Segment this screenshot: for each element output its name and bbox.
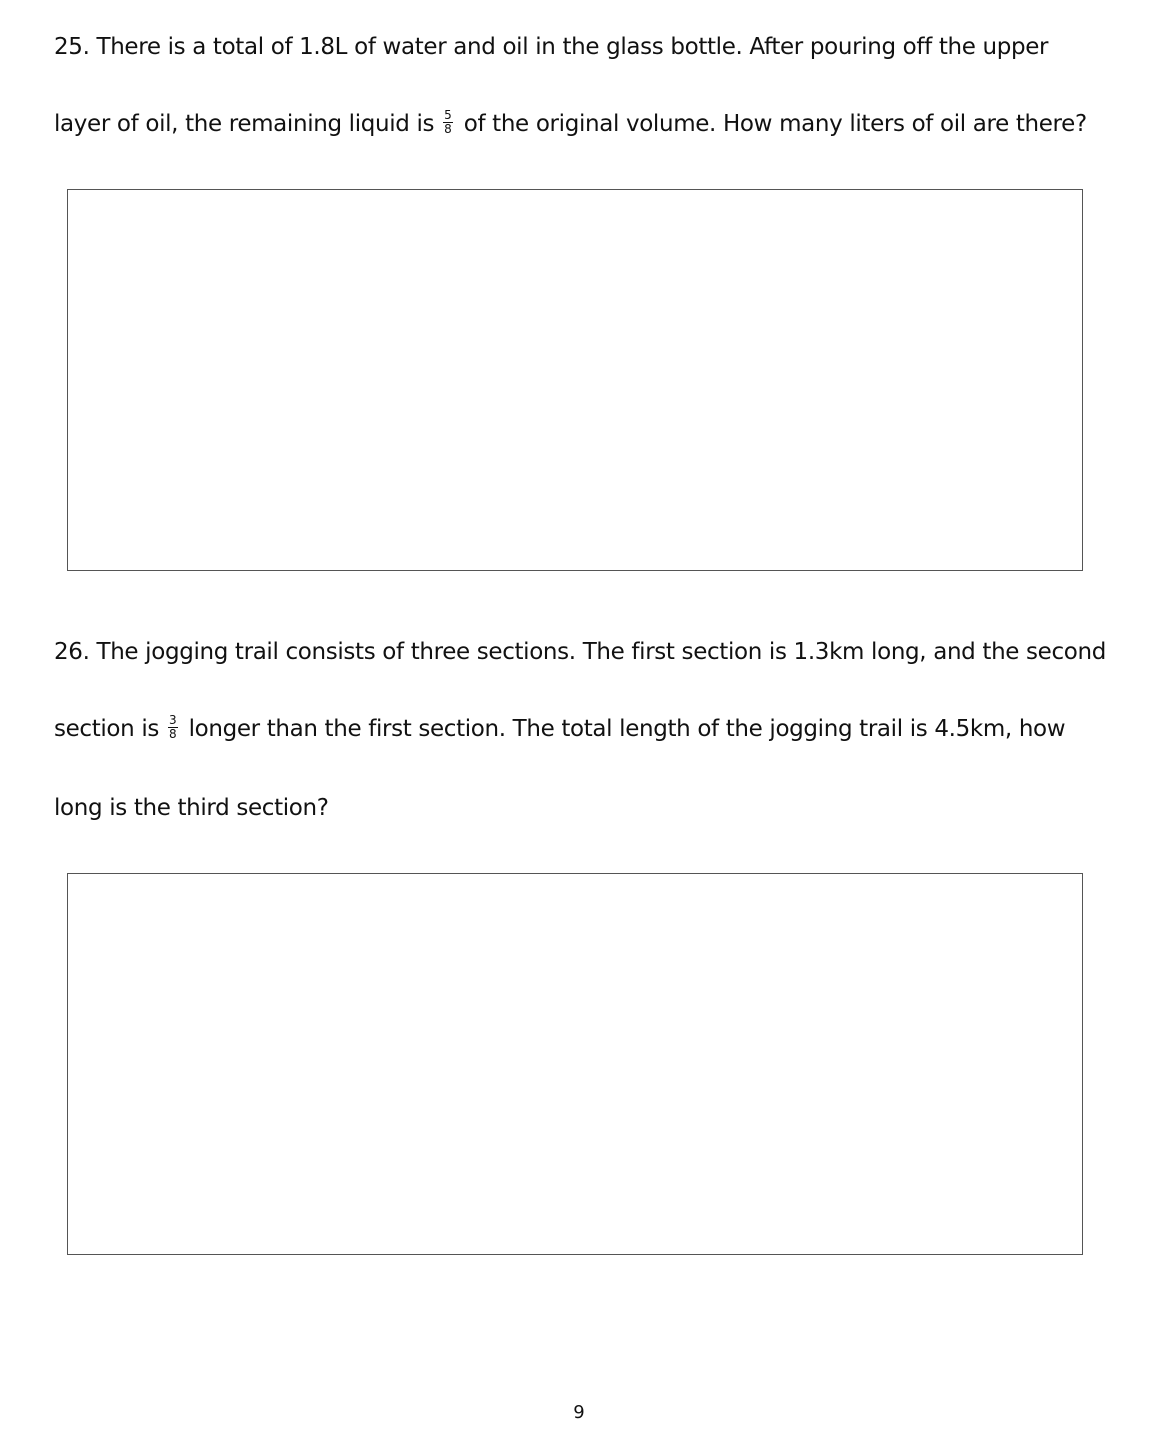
question-26-text-after-fraction: longer than the first section. The total length of the jogging trail is 4.5km, how	[188, 716, 1066, 742]
question-26-line-1: 26. The jogging trail consists of three sections. The first section is 1.3km long, and the second	[54, 639, 1106, 665]
question-25-line-1: 25. There is a total of 1.8L of water and oil in the glass bottle. After pouring off the upper	[54, 34, 1049, 60]
question-26-line-2	[54, 714, 1065, 744]
page-number: 9	[573, 1402, 585, 1423]
question-25-text-after-fraction: of the original volume. How many liters of oil are there?	[463, 111, 1087, 137]
question-26-line-3: long is the third section?	[54, 795, 329, 821]
question-25-line-2	[54, 109, 1087, 139]
question-26-text-before-fraction: section is	[54, 716, 160, 742]
fraction-three-eighths	[168, 714, 178, 741]
answer-box-26[interactable]	[67, 873, 1083, 1255]
fraction-five-eighths	[443, 109, 453, 136]
answer-box-25[interactable]	[67, 189, 1083, 571]
fraction-numerator: 3	[169, 713, 177, 727]
question-25-text-before-fraction: layer of oil, the remaining liquid is	[54, 111, 435, 137]
fraction-denominator: 8	[444, 122, 452, 136]
fraction-numerator: 5	[444, 108, 452, 122]
fraction-denominator: 8	[169, 727, 177, 741]
